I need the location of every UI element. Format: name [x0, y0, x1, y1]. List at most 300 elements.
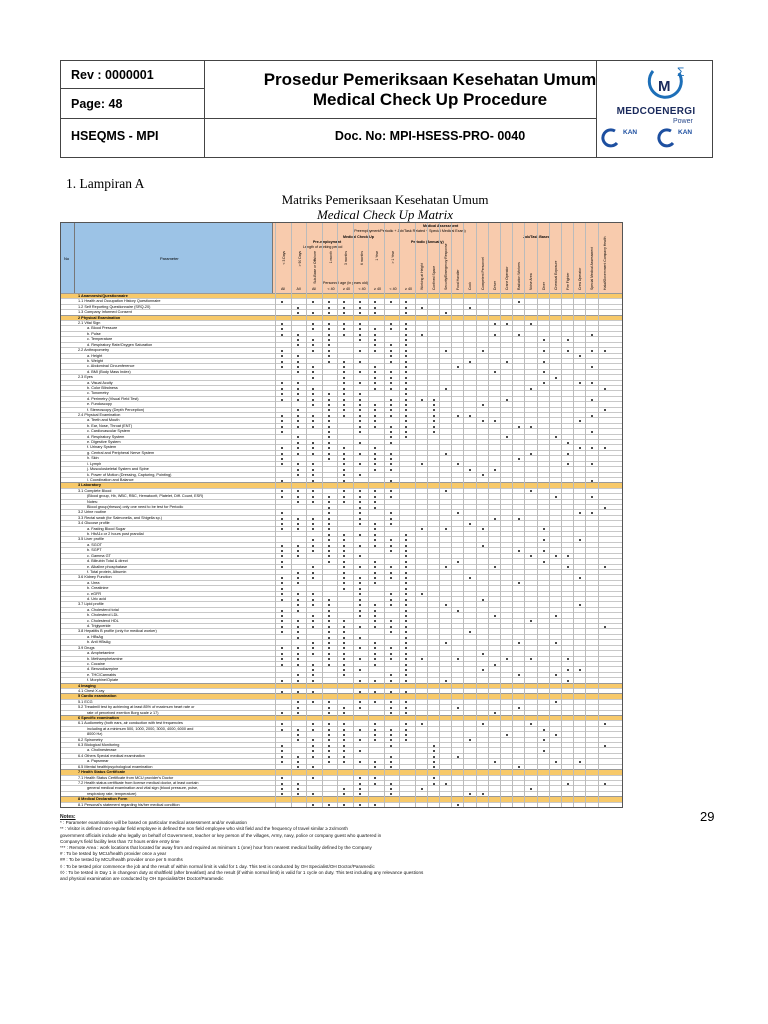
matrix-dot-marker: [359, 680, 361, 682]
matrix-dot-marker: [390, 745, 392, 747]
matrix-dot-marker: [343, 334, 345, 336]
matrix-dot-marker: [312, 539, 314, 541]
matrix-dot-marker: [297, 626, 299, 628]
matrix-dot-marker: [312, 426, 314, 428]
matrix-row-label: Blood group(rhesus) only one need to be test for Periodic: [87, 505, 184, 509]
matrix-dot-marker: [359, 804, 361, 806]
matrix-dot-marker: [281, 458, 283, 460]
matrix-dot-marker: [390, 458, 392, 460]
header-length-working: Length of working period: [303, 245, 343, 249]
matrix-dot-marker: [312, 777, 314, 779]
matrix-dot-marker: [390, 301, 392, 303]
matrix-dot-marker: [405, 626, 407, 628]
matrix-dot-marker: [579, 577, 581, 579]
matrix-dot-marker: [312, 377, 314, 379]
matrix-dot-marker: [374, 626, 376, 628]
matrix-dot-marker: [469, 523, 471, 525]
matrix-dot-marker: [312, 474, 314, 476]
matrix-dot-marker: [390, 512, 392, 514]
matrix-dot-marker: [579, 669, 581, 671]
matrix-dot-marker: [579, 512, 581, 514]
matrix-dot-marker: [343, 637, 345, 639]
matrix-dot-marker: [374, 301, 376, 303]
matrix-dot-marker: [359, 399, 361, 401]
matrix-dot-marker: [343, 788, 345, 790]
age-column-header: ≥ 40: [343, 287, 350, 291]
matrix-dot-marker: [359, 534, 361, 536]
matrix-row-label: b. SGPT: [87, 548, 102, 553]
matrix-row-label: 6.1 Audiometry (both ears, air conduction with test frequencies: [78, 721, 183, 726]
matrix-dot-marker: [312, 404, 314, 406]
matrix-dot-marker: [374, 334, 376, 336]
matrix-row-label: d. Benzodiazepine: [87, 667, 119, 672]
matrix-row-label: f. Total protein, Albumin: [87, 569, 127, 574]
matrix-dot-marker: [359, 523, 361, 525]
matrix-header: [273, 223, 622, 293]
matrix-dot-marker: [567, 658, 569, 660]
matrix-dot-marker: [281, 788, 283, 790]
matrix-dot-marker: [494, 664, 496, 666]
matrix-dot-marker: [390, 734, 392, 736]
matrix-dot-marker: [390, 388, 392, 390]
matrix-dot-marker: [281, 593, 283, 595]
matrix-dot-marker: [281, 328, 283, 330]
matrix-row-label: d. Respiratory System: [87, 434, 125, 439]
matrix-dot-marker: [281, 783, 283, 785]
matrix-dot-marker: [359, 426, 361, 428]
matrix-dot-marker: [405, 647, 407, 649]
matrix-dot-marker: [555, 436, 557, 438]
matrix-dot-marker: [359, 496, 361, 498]
matrix-row-label: 2.1 Vital Sign: [78, 321, 101, 326]
matrix-dot-marker: [312, 604, 314, 606]
matrix-dot-marker: [604, 723, 606, 725]
matrix-dot-marker: [457, 512, 459, 514]
matrix-dot-marker: [359, 442, 361, 444]
matrix-dot-marker: [457, 561, 459, 563]
matrix-dot-marker: [374, 404, 376, 406]
matrix-dot-marker: [405, 664, 407, 666]
matrix-dot-marker: [297, 528, 299, 530]
matrix-dot-marker: [281, 550, 283, 552]
matrix-row-label: b. Creatinine: [87, 586, 109, 591]
matrix-dot-marker: [312, 447, 314, 449]
matrix-dot-marker: [328, 415, 330, 417]
column-header-no: [61, 223, 75, 293]
matrix-dot-marker: [405, 712, 407, 714]
matrix-dot-marker: [359, 453, 361, 455]
matrix-dot-marker: [579, 382, 581, 384]
matrix-dot-marker: [604, 447, 606, 449]
matrix-dot-marker: [297, 793, 299, 795]
matrix-dot-marker: [530, 788, 532, 790]
age-column-header: All: [312, 287, 316, 291]
matrix-dot-marker: [518, 642, 520, 644]
matrix-dot-marker: [482, 474, 484, 476]
matrix-dot-marker: [469, 361, 471, 363]
matrix-dot-marker: [281, 426, 283, 428]
matrix-dot-marker: [312, 577, 314, 579]
matrix-dot-marker: [518, 518, 520, 520]
matrix-dot-marker: [457, 756, 459, 758]
matrix-dot-marker: [343, 469, 345, 471]
matrix-dot-marker: [328, 729, 330, 731]
matrix-row-label: 3.6 Kidney Function: [78, 575, 112, 580]
matrix-dot-marker: [506, 361, 508, 363]
matrix-dot-marker: [374, 680, 376, 682]
matrix-dot-marker: [567, 453, 569, 455]
matrix-dot-marker: [421, 788, 423, 790]
matrix-dot-marker: [312, 615, 314, 617]
matrix-dot-marker: [343, 388, 345, 390]
job-column-header: Confined Space: [431, 265, 436, 290]
period-column-header: > 90 Days: [297, 251, 302, 267]
matrix-row-label: a. Papsmear: [87, 759, 109, 764]
matrix-dot-marker: [297, 420, 299, 422]
matrix-dot-marker: [494, 615, 496, 617]
matrix-row-label: d. Respiratory Rate/Oxygen Saturation: [87, 342, 153, 347]
matrix-dot-marker: [281, 490, 283, 492]
matrix-dot-marker: [297, 334, 299, 336]
matrix-dot-marker: [343, 712, 345, 714]
matrix-row-label: respiratory rate, temperature): [87, 791, 137, 796]
matrix-dot-marker: [312, 496, 314, 498]
matrix-dot-marker: [555, 555, 557, 557]
matrix-dot-marker: [421, 528, 423, 530]
matrix-dot-marker: [591, 350, 593, 352]
matrix-dot-marker: [405, 328, 407, 330]
matrix-dot-marker: [359, 637, 361, 639]
matrix-dot-marker: [405, 323, 407, 325]
job-column-header: Diver: [541, 282, 546, 290]
matrix-dot-marker: [591, 431, 593, 433]
matrix-dot-marker: [469, 793, 471, 795]
matrix-dot-marker: [281, 658, 283, 660]
matrix-dot-marker: [390, 490, 392, 492]
matrix-row-label: c. Abdominal Circumference: [87, 364, 135, 369]
matrix-dot-marker: [374, 577, 376, 579]
matrix-dot-marker: [405, 334, 407, 336]
matrix-dot-marker: [328, 328, 330, 330]
matrix-dot-marker: [405, 339, 407, 341]
matrix-dot-marker: [374, 761, 376, 763]
matrix-dot-marker: [328, 323, 330, 325]
matrix-dot-marker: [359, 615, 361, 617]
matrix-dot-marker: [297, 610, 299, 612]
matrix-dot-marker: [343, 404, 345, 406]
matrix-dot-marker: [343, 756, 345, 758]
matrix-dot-marker: [312, 420, 314, 422]
matrix-dot-marker: [405, 674, 407, 676]
matrix-dot-marker: [530, 620, 532, 622]
matrix-dot-marker: [343, 480, 345, 482]
matrix-dot-marker: [555, 734, 557, 736]
matrix-dot-marker: [297, 501, 299, 503]
matrix-dot-marker: [359, 739, 361, 741]
matrix-dot-marker: [312, 599, 314, 601]
job-column-header: Crew Operator: [578, 267, 583, 290]
matrix-dot-marker: [374, 507, 376, 509]
matrix-dot-marker: [374, 664, 376, 666]
matrix-dot-marker: [518, 334, 520, 336]
matrix-row-label: l. Coordination and Balance: [87, 477, 134, 482]
matrix-dot-marker: [359, 474, 361, 476]
matrix-dot-marker: [374, 739, 376, 741]
matrix-dot-marker: [405, 371, 407, 373]
matrix-dot-marker: [312, 469, 314, 471]
matrix-dot-marker: [281, 750, 283, 752]
matrix-dot-marker: [343, 750, 345, 752]
matrix-dot-marker: [405, 550, 407, 552]
matrix-dot-marker: [359, 793, 361, 795]
matrix-dot-marker: [297, 761, 299, 763]
matrix-row-label: 8000 Hz): [87, 732, 103, 737]
matrix-dot-marker: [604, 409, 606, 411]
matrix-dot-marker: [433, 426, 435, 428]
revision-label: Rev : 0000001: [71, 68, 154, 82]
matrix-dot-marker: [374, 458, 376, 460]
matrix-row-label: a. Teeth and Mouth: [87, 418, 120, 423]
matrix-dot-marker: [343, 415, 345, 417]
matrix-dot-marker: [297, 545, 299, 547]
matrix-dot-marker: [374, 723, 376, 725]
matrix-dot-marker: [343, 745, 345, 747]
certification-icon: [601, 128, 623, 148]
matrix-dot-marker: [312, 739, 314, 741]
matrix-row-label: i. Lymph: [87, 461, 102, 466]
matrix-dot-marker: [494, 518, 496, 520]
matrix-dot-marker: [312, 442, 314, 444]
matrix-dot-marker: [343, 463, 345, 465]
matrix-dot-marker: [343, 653, 345, 655]
matrix-dot-marker: [555, 496, 557, 498]
matrix-dot-marker: [312, 545, 314, 547]
matrix-dot-marker: [359, 307, 361, 309]
matrix-dot-marker: [328, 458, 330, 460]
matrix-dot-marker: [604, 626, 606, 628]
matrix-dot-marker: [281, 496, 283, 498]
matrix-dot-marker: [359, 463, 361, 465]
matrix-dot-marker: [421, 658, 423, 660]
matrix-dot-marker: [405, 566, 407, 568]
matrix-dot-marker: [297, 366, 299, 368]
matrix-dot-marker: [281, 761, 283, 763]
matrix-dot-marker: [312, 701, 314, 703]
matrix-row-label: including at a minimum 500, 1000, 2000, 3000, 4000, 6000 and: [87, 726, 194, 731]
matrix-dot-marker: [359, 323, 361, 325]
matrix-dot-marker: [405, 561, 407, 563]
matrix-dot-marker: [591, 334, 593, 336]
matrix-dot-marker: [405, 658, 407, 660]
matrix-dot-marker: [390, 739, 392, 741]
matrix-dot-marker: [433, 420, 435, 422]
matrix-dot-marker: [297, 388, 299, 390]
matrix-dot-marker: [390, 469, 392, 471]
matrix-dot-marker: [312, 350, 314, 352]
matrix-dot-marker: [297, 766, 299, 768]
matrix-dot-marker: [579, 447, 581, 449]
matrix-dot-marker: [312, 371, 314, 373]
matrix-dot-marker: [405, 534, 407, 536]
matrix-dot-marker: [328, 534, 330, 536]
matrix-dot-marker: [312, 626, 314, 628]
matrix-dot-marker: [518, 582, 520, 584]
matrix-dot-marker: [312, 669, 314, 671]
note-line: government officials include who legally on behalf of Government, teacher or key person of the villages, Army, navy, police or company guest who quartered in: [60, 832, 382, 838]
matrix-dot-marker: [281, 431, 283, 433]
matrix-dot-marker: [374, 534, 376, 536]
matrix-dot-marker: [343, 550, 345, 552]
matrix-dot-marker: [343, 539, 345, 541]
matrix-dot-marker: [567, 680, 569, 682]
matrix-dot-marker: [343, 453, 345, 455]
matrix-dot-marker: [297, 739, 299, 741]
matrix-dot-marker: [543, 350, 545, 352]
matrix-dot-marker: [312, 766, 314, 768]
matrix-dot-marker: [433, 756, 435, 758]
matrix-dot-marker: [405, 404, 407, 406]
matrix-dot-marker: [281, 712, 283, 714]
matrix-dot-marker: [390, 323, 392, 325]
matrix-dot-marker: [328, 750, 330, 752]
medical-check-up-matrix: [60, 222, 623, 808]
matrix-dot-marker: [343, 534, 345, 536]
job-column-header: Driver: [492, 280, 497, 290]
matrix-dot-marker: [390, 463, 392, 465]
matrix-dot-marker: [390, 599, 392, 601]
matrix-dot-marker: [457, 610, 459, 612]
matrix-row-label: k. Power of Motion (Dressing, Capturing, Pointing): [87, 472, 172, 477]
matrix-row-label: c. eGFR: [87, 591, 102, 596]
matrix-dot-marker: [359, 404, 361, 406]
matrix-dot-marker: [530, 723, 532, 725]
matrix-dot-marker: [482, 599, 484, 601]
matrix-dot-marker: [374, 496, 376, 498]
matrix-dot-marker: [312, 393, 314, 395]
matrix-dot-marker: [555, 674, 557, 676]
age-column-header: All: [281, 287, 285, 291]
page-number: 29: [700, 809, 715, 824]
matrix-dot-marker: [506, 399, 508, 401]
matrix-dot-marker: [328, 707, 330, 709]
matrix-dot-marker: [405, 620, 407, 622]
matrix-row-label: c. Temperature: [87, 337, 113, 342]
certification-label-a: KAN: [623, 129, 638, 136]
matrix-dot-marker: [445, 453, 447, 455]
matrix-dot-marker: [405, 436, 407, 438]
matrix-dot-marker: [281, 301, 283, 303]
matrix-dot-marker: [543, 729, 545, 731]
matrix-dot-marker: [297, 361, 299, 363]
note-line: # : To be tested by MCU/health provider once a year: [60, 851, 167, 857]
matrix-dot-marker: [312, 620, 314, 622]
matrix-dot-marker: [579, 604, 581, 606]
matrix-dot-marker: [328, 344, 330, 346]
matrix-dot-marker: [328, 739, 330, 741]
matrix-dot-marker: [390, 626, 392, 628]
matrix-dot-marker: [359, 783, 361, 785]
matrix-dot-marker: [297, 593, 299, 595]
matrix-dot-marker: [343, 447, 345, 449]
matrix-dot-marker: [312, 745, 314, 747]
matrix-dot-marker: [281, 518, 283, 520]
matrix-row-label: 2.3 Eyes: [78, 375, 93, 380]
matrix-dot-marker: [297, 783, 299, 785]
matrix-dot-marker: [405, 555, 407, 557]
matrix-dot-marker: [390, 545, 392, 547]
matrix-dot-marker: [405, 707, 407, 709]
matrix-dot-marker: [328, 420, 330, 422]
matrix-dot-marker: [297, 647, 299, 649]
matrix-dot-marker: [297, 680, 299, 682]
matrix-dot-marker: [328, 653, 330, 655]
matrix-dot-marker: [390, 788, 392, 790]
matrix-dot-marker: [405, 631, 407, 633]
matrix-dot-marker: [328, 631, 330, 633]
matrix-row-label: a. Amphetamine: [87, 651, 115, 656]
matrix-dot-marker: [555, 615, 557, 617]
matrix-row-label: 3.2 Urine routine: [78, 510, 107, 515]
matrix-dot-marker: [591, 463, 593, 465]
matrix-dot-marker: [297, 393, 299, 395]
matrix-dot-marker: [359, 501, 361, 503]
document-header: [60, 60, 713, 158]
matrix-dot-marker: [433, 745, 435, 747]
matrix-row-label: b. Weight: [87, 358, 103, 363]
matrix-dot-marker: [281, 366, 283, 368]
matrix-dot-marker: [328, 610, 330, 612]
matrix-dot-marker: [343, 371, 345, 373]
matrix-row-label: 7 Health Status Certificate: [78, 770, 126, 775]
matrix-dot-marker: [405, 393, 407, 395]
matrix-dot-marker: [297, 653, 299, 655]
matrix-dot-marker: [543, 528, 545, 530]
matrix-dot-marker: [390, 409, 392, 411]
matrix-dot-marker: [328, 307, 330, 309]
matrix-dot-marker: [390, 371, 392, 373]
matrix-dot-marker: [390, 539, 392, 541]
matrix-dot-marker: [518, 550, 520, 552]
matrix-row-label: e. Digestive System: [87, 440, 121, 445]
matrix-dot-marker: [359, 588, 361, 590]
matrix-dot-marker: [297, 355, 299, 357]
matrix-dot-marker: [312, 490, 314, 492]
matrix-row-label: e. THC/Cannabis: [87, 672, 117, 677]
job-column-header: Working at Height: [419, 263, 424, 290]
matrix-dot-marker: [281, 350, 283, 352]
matrix-dot-marker: [374, 615, 376, 617]
matrix-dot-marker: [390, 442, 392, 444]
matrix-row-label: a. Visual Acuity: [87, 380, 113, 385]
matrix-dot-marker: [374, 734, 376, 736]
matrix-row-label: 4.1 Chest X-ray: [78, 688, 105, 693]
matrix-dot-marker: [445, 388, 447, 390]
matrix-dot-marker: [405, 739, 407, 741]
matrix-dot-marker: [328, 804, 330, 806]
matrix-row-label: e. Alkaline phosphatase: [87, 564, 128, 569]
matrix-dot-marker: [297, 523, 299, 525]
matrix-dot-marker: [555, 377, 557, 379]
matrix-dot-marker: [328, 723, 330, 725]
matrix-dot-marker: [297, 577, 299, 579]
matrix-dot-marker: [343, 572, 345, 574]
matrix-dot-marker: [359, 647, 361, 649]
matrix-dot-marker: [328, 539, 330, 541]
matrix-dot-marker: [328, 399, 330, 401]
matrix-dot-marker: [518, 707, 520, 709]
matrix-dot-marker: [390, 631, 392, 633]
matrix-dot-marker: [281, 512, 283, 514]
